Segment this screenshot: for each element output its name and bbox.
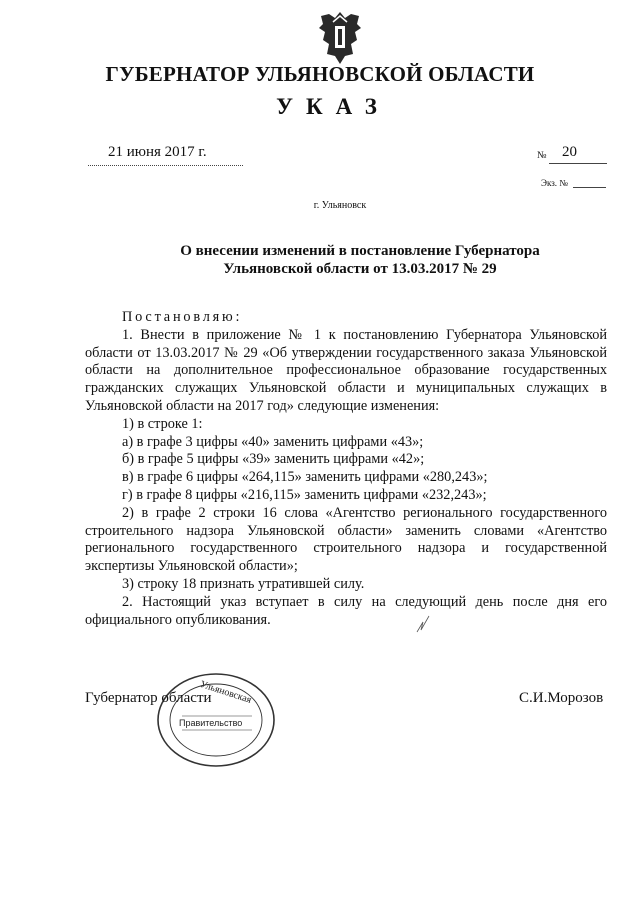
coat-of-arms-icon [313,10,367,68]
copy-number-underline [573,187,606,188]
number-underline [549,163,607,164]
number-label: № [537,150,547,161]
official-seal [140,670,280,776]
svg-text:Правительство: Правительство [179,718,243,728]
document-type: УКАЗ [276,94,390,119]
svg-text:Ульяновская: Ульяновская [198,678,253,706]
document-subject [0,242,640,278]
intro-paragraph: Постановляю: [122,309,243,325]
pen-mark [413,612,433,636]
item-2-paragraph: 2. Настоящий указ вступает в силу на следующий день после дня его официального опубликования. [85,593,607,628]
subject-line-2: Ульяновской области от 13.03.2017 № 29 [223,261,497,277]
document-number: 20 [562,144,577,160]
item-1-paragraph: 1. Внести в приложение № 1 к постановлению Губернатора Ульяновской области от 13.03.2017 № 29 «Об утверждении государственного заказа Ульяновской области на дополнительное профессиональное образование государственных гражданских служащих Ульяновской области и муниципальных служащих в Ульяновской области на 2017 год» следующие изменения: [85,326,607,414]
authority-title: ГУБЕРНАТОР УЛЬЯНОВСКОЙ ОБЛАСТИ [105,62,535,86]
sub-item-2: 2) в графе 2 строки 16 слова «Агентство регионального государственного строительного надзора Ульяновской области» заменить словами «Агентство регионального государственного строительного надзора и государственной экспертизы Ульяновской области»; [85,504,607,575]
subject-line-1: О внесении изменений в постановление Губернатора [180,243,540,259]
city: г. Ульяновск [313,200,367,211]
sub-item-3: 3) строку 18 признать утратившей силу. [122,575,365,592]
document-body [85,309,607,629]
date-underline [88,165,243,166]
sub-item-1: 1) в строке 1: [122,415,203,432]
sub-item-1a: а) в графе 3 цифры «40» заменить цифрами «43»; [122,433,424,450]
sub-item-1b: б) в графе 5 цифры «39» заменить цифрами «42»; [122,451,425,468]
signature-title: Губернатор области [85,690,212,706]
copy-number-label: Экз. № [541,178,568,188]
signatory-name: С.И.Морозов [519,690,604,706]
sub-item-1d: г) в графе 8 цифры «216,115» заменить цифрами «232,243»; [122,486,487,503]
document-date: 21 июня 2017 г. [108,144,207,160]
sub-item-1c: в) в графе 6 цифры «264,115» заменить цифрами «280,243»; [122,469,488,486]
